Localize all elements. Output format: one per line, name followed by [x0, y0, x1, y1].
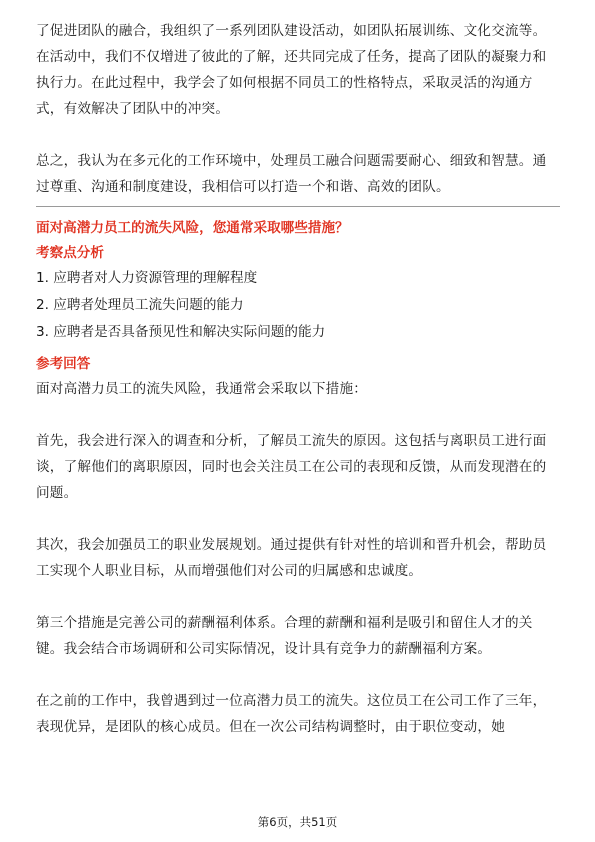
analysis-item-3: 3. 应聘者是否具备预见性和解决实际问题的能力 — [36, 324, 326, 340]
answer-paragraph-3: 其次，我会加强员工的职业发展规划。通过提供有针对性的培训和晋升机会，帮助员工实现个人职业目标，从而增强他们对公司的归属感和忠诚度。 — [36, 537, 547, 579]
spacer — [36, 662, 560, 688]
document-page — [36, 18, 560, 740]
answer-paragraph-2: 首先，我会进行深入的调查和分析，了解员工流失的原因。这包括与离职员工进行面谈，了解他们的离职原因，同时也会关注员工在公司的表现和反馈，从而发现潜在的问题。 — [36, 433, 547, 501]
section-divider — [36, 206, 560, 207]
intro-paragraph-1: 了促进团队的融合，我组织了一系列团队建设活动，如团队拓展训练、文化交流等。在活动中，我们不仅增进了彼此的了解，还共同完成了任务，提高了团队的凝聚力和执行力。在此过程中，我学会了如何根据不同员工的性格特点，采取灵活的沟通方式，有效解决了团队中的冲突。 — [36, 23, 547, 117]
spacer — [36, 402, 560, 428]
spacer — [36, 506, 560, 532]
intro-paragraph-2: 总之，我认为在多元化的工作环境中，处理员工融合问题需要耐心、细致和智慧。通过尊重、沟通和制度建设，我相信可以打造一个和谐、高效的团队。 — [36, 153, 547, 195]
spacer — [36, 584, 560, 610]
analysis-item-1: 1. 应聘者对人力资源管理的理解程度 — [36, 270, 258, 286]
spacer — [36, 122, 560, 148]
answer-heading: 参考回答 — [36, 356, 91, 372]
answer-paragraph-5: 在之前的工作中，我曾遇到过一位高潜力员工的流失。这位员工在公司工作了三年，表现优异，是团队的核心成员。但在一次公司结构调整时，由于职位变动，她 — [36, 693, 547, 735]
page-number: 第6页，共51页 — [257, 815, 338, 829]
analysis-heading: 考察点分析 — [36, 245, 104, 261]
answer-paragraph-1: 面对高潜力员工的流失风险，我通常会采取以下措施： — [36, 381, 368, 397]
answer-paragraph-4: 第三个措施是完善公司的薪酬福利体系。合理的薪酬和福利是吸引和留住人才的关键。我会结合市场调研和公司实际情况，设计具有竞争力的薪酬福利方案。 — [36, 615, 533, 657]
question-title: 面对高潜力员工的流失风险，您通常采取哪些措施？ — [36, 220, 349, 236]
analysis-item-2: 2. 应聘者处理员工流失问题的能力 — [36, 297, 244, 313]
